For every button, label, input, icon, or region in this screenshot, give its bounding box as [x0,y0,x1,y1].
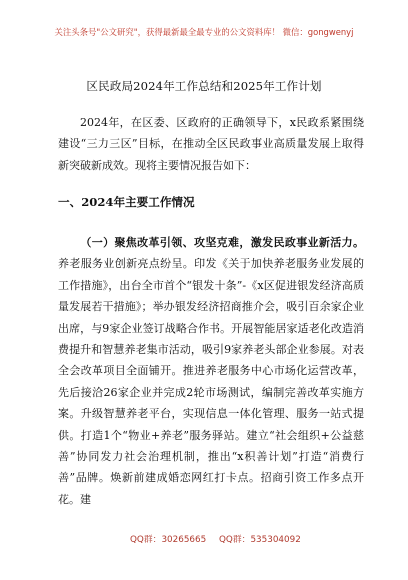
subsection-body: 养老服务业创新亮点纷呈。印发《关于加快养老服务业发展的工作措施》，出台全市首个“银发十条”-《x区促进银发经济高质量发展若干措施》；举办银发经济招商推介会，吸引百余家企业出席，与9家企业签订战略合作书。开展智能居家适老化改造消费提升和智慧养老集市活动，吸引9家养老头部企业参展。对表全会改革项目全面铺开。推进养老服务中心市场化运营改革，先后接洽26家企业并完成2轮市场测试，编制完善改革实施方案。升级智慧养老平台，实现信息一体化管理、服务一站式提供。打造1个“物业+养老”服务驿站。建立“社会组织+公益慈善”协同发力社会治理机制，推出“x积善计划”打造“消费行善”品牌。焕新前建成婚恋网红打卡点。招商引资工作多点开花。建 [58,257,364,506]
subsection-heading: （一）聚焦改革引领、攻坚克难，激发民政事业新活力。 [80,236,364,249]
document-title: 区民政局2024年工作总结和2025年工作计划 [86,79,322,93]
intro-text: 2024年，在区委、区政府的正确领导下，x民政系紧围绕建设“三力三区”目标，在推动全区民政事业高质量发展上取得新突破新成效。现将主要情况报告如下： [58,116,364,172]
intro-paragraph [58,112,364,176]
footer-contact [0,533,408,547]
promo-banner [0,10,408,56]
section-heading: 一、2024年主要工作情况 [58,195,195,209]
section-paragraph [58,232,364,510]
qq-group-1: QQ群：30265665 [130,535,207,545]
qq-group-2: QQ群：535304092 [219,535,301,545]
promo-banner-text: 关注头条号"公文研究"，获得最新最全最专业的公文资料库！ 微信：gongwenyj [54,27,354,37]
